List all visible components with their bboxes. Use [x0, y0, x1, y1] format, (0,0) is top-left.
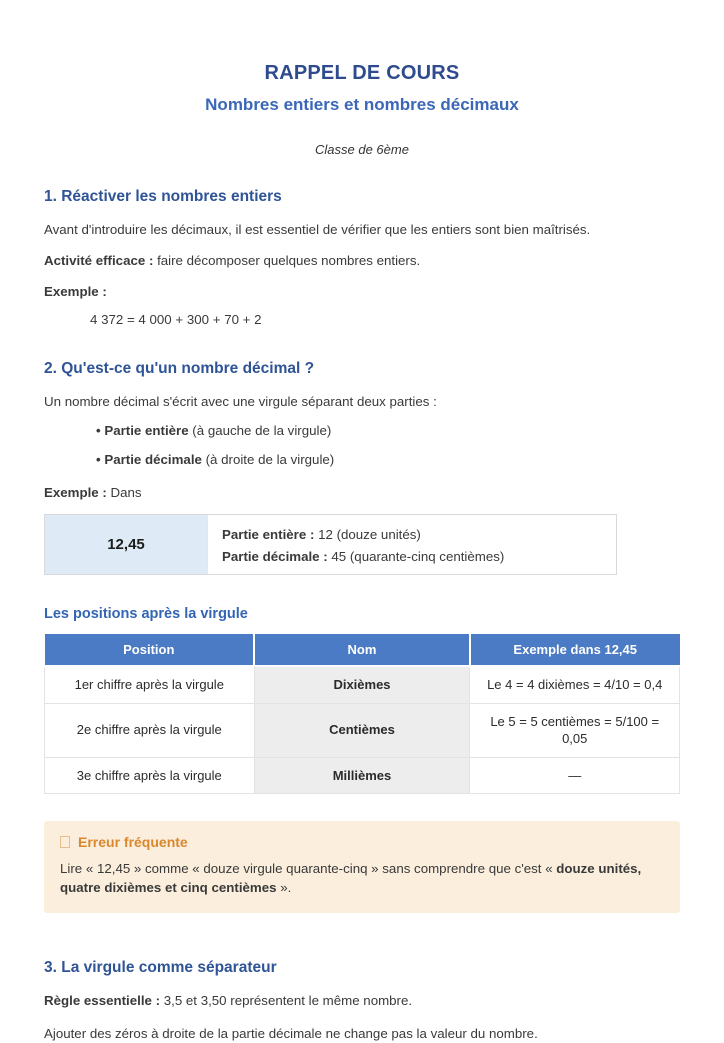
column-header-nom: Nom: [254, 634, 470, 666]
section-1-example-label: Exemple :: [44, 283, 107, 299]
cell-nom: Centièmes: [254, 703, 470, 757]
table-row: [45, 757, 680, 794]
column-header-exemple: Exemple dans 12,45: [470, 634, 680, 666]
positions-table: [44, 634, 680, 794]
decimal-example-line-2: Partie décimale : 45 (quarante-cinq centièmes): [222, 548, 505, 564]
section-1-heading: 1. Réactiver les nombres entiers: [44, 188, 282, 205]
cell-nom: Millièmes: [254, 757, 470, 794]
section-2-heading: 2. Qu'est-ce qu'un nombre décimal ?: [44, 359, 315, 377]
positions-table-heading: Les positions après la virgule: [44, 606, 248, 623]
page-title: RAPPEL DE COURS: [264, 62, 460, 84]
decimal-example-box: [44, 514, 617, 576]
missing-glyph-icon: [60, 836, 70, 848]
table-header-row: [45, 634, 680, 666]
decimal-example-description: [208, 515, 616, 575]
cell-position: 3e chiffre après la virgule: [45, 757, 255, 794]
section-1-example-formula: 4 372 = 4 000 + 300 + 70 + 2: [90, 311, 262, 327]
page-subtitle: Nombres entiers et nombres décimaux: [205, 95, 519, 114]
error-callout-heading: [60, 834, 664, 850]
section-3-note: Ajouter des zéros à droite de la partie décimale ne change pas la valeur du nombre.: [44, 1025, 538, 1041]
decimal-example-line-1: Partie entière : 12 (douze unités): [222, 526, 421, 542]
bullet-partie-decimale: • Partie décimale (à droite de la virgule): [96, 451, 335, 467]
cell-nom: Dixièmes: [254, 666, 470, 703]
section-1-activity: Activité efficace : faire décomposer quelques nombres entiers.: [44, 252, 421, 268]
cell-position: 2e chiffre après la virgule: [45, 703, 255, 757]
bullet-partie-entiere: • Partie entière (à gauche de la virgule): [96, 422, 332, 438]
section-1-intro: Avant d'introduire les décimaux, il est essentiel de vérifier que les entiers sont bien maîtrisés.: [44, 222, 591, 237]
error-callout-heading-label: Erreur fréquente: [78, 834, 188, 851]
section-3-heading: 3. La virgule comme séparateur: [44, 958, 277, 976]
section-2-intro: Un nombre décimal s'écrit avec une virgule séparant deux parties :: [44, 393, 437, 409]
cell-exemple: —: [470, 757, 680, 794]
decimal-example-number: 12,45: [45, 515, 208, 575]
cell-exemple: Le 4 = 4 dixièmes = 4/10 = 0,4: [470, 666, 680, 703]
table-row: [45, 703, 680, 757]
error-callout-body: Lire « 12,45 » comme « douze virgule quarante-cinq » sans comprendre que c'est « douze unités, quatre dixièmes et cinq centièmes ».: [60, 861, 642, 896]
column-header-position: Position: [45, 634, 255, 666]
class-line: Classe de 6ème: [315, 142, 409, 157]
cell-position: 1er chiffre après la virgule: [45, 666, 255, 703]
section-3-rule: Règle essentielle : 3,5 et 3,50 représentent le même nombre.: [44, 992, 413, 1008]
table-row: [45, 666, 680, 703]
cell-exemple: Le 5 = 5 centièmes = 5/100 = 0,05: [470, 703, 680, 757]
frequent-error-callout: [44, 821, 680, 913]
section-2-example-intro: Exemple : Dans: [44, 484, 142, 500]
